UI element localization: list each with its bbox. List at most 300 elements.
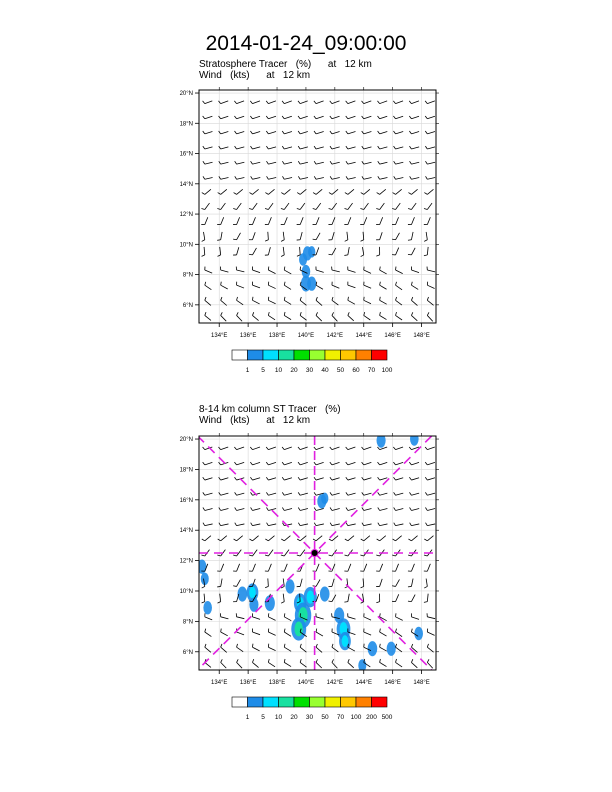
wind-barb [252,550,257,556]
wind-barb [237,189,243,194]
wind-barb-flag [297,539,300,541]
wind-barb-flag [251,523,253,526]
wind-barb-flag [424,586,427,588]
wind-barb-flag [249,193,252,195]
wind-barb-flag [346,523,348,526]
wind-barb-flag [361,539,364,541]
wind-barb [380,462,388,465]
wind-barb [332,509,340,511]
wind-barb-flag [425,101,427,104]
wind-barb [332,564,335,571]
wind-barb [396,217,399,224]
wind-barb [284,189,290,194]
wind-barb-flag [330,131,332,134]
y-tick-label: 6°N [182,302,193,309]
wind-barb-flag [265,240,268,241]
wind-barb-flag [378,131,380,134]
wind-barb [411,315,417,320]
wind-barb [268,101,276,104]
wind-barb-flag [249,254,252,255]
colorbar-label: 500 [381,714,393,721]
wind-barb-flag [332,297,333,300]
wind-barb [205,86,212,89]
wind-barb-flag [346,116,348,119]
wind-barb-flag [425,508,427,511]
wind-barb-flag [205,312,206,315]
x-tick-label: 140°E [297,680,315,686]
wind-barb [427,662,432,668]
wind-barb [316,432,323,435]
wind-barb-flag [235,131,237,134]
wind-barb [332,579,334,587]
wind-barb-flag [424,555,427,556]
wind-barb [252,203,257,209]
wind-barb-flag [237,312,239,315]
wind-barb [300,232,302,240]
wind-barb-flag [396,312,397,315]
y-tick-label: 16°N [179,497,193,504]
wind-barb-flag [346,176,348,179]
wind-barb [426,232,427,240]
wind-barb [221,132,229,134]
wind-barb [427,285,434,288]
wind-barb [348,594,349,602]
wind-barb-flag [314,101,316,104]
wind-barb-flag [201,555,204,556]
wind-barb-flag [250,492,252,495]
wind-barb [364,101,372,104]
wind-barb [348,147,356,149]
wind-barb [380,203,385,209]
colorbar-box [248,697,264,707]
wind-barb-flag [348,659,349,662]
wind-barb [332,300,338,305]
wind-barb [427,617,435,619]
wind-barb [252,101,260,104]
wind-barb [316,270,324,272]
tracer-patch-core [295,622,303,637]
wind-barb-flag [409,447,411,450]
wind-barb [237,617,245,619]
wind-barb-flag [298,462,300,465]
y-tick-label: 16°N [179,151,193,158]
wind-barb [380,86,387,89]
wind-barb [396,315,403,320]
wind-barb-flag [235,523,237,526]
wind-barb [205,632,212,637]
wind-barb-flag [284,297,285,300]
wind-barb-flag [362,131,364,134]
wind-barb-flag [233,208,236,209]
wind-barb-flag [250,462,252,465]
wind-barb [348,462,356,465]
colorbar-box [279,697,295,707]
wind-barb [252,632,260,635]
y-tick-label: 8°N [182,619,193,626]
x-tick-label: 142°E [326,333,344,339]
wind-barb [332,524,340,526]
center-marker [311,550,318,557]
wind-barb [237,632,244,635]
wind-barb-flag [425,492,427,495]
wind-barb-flag [393,86,395,89]
wind-barb [316,101,324,104]
colorbar-label: 10 [274,714,283,721]
wind-barb [332,116,340,119]
wind-barb-flag [205,629,206,632]
wind-barb-flag [346,462,348,465]
wind-barb-flag [250,477,252,480]
wind-barb-flag [396,282,397,285]
wind-barb [380,524,388,526]
y-tick-label: 10°N [179,588,193,595]
wind-barb [316,247,319,255]
wind-barb-flag [329,601,332,602]
wind-barb-flag [348,297,349,300]
wind-barb-flag [221,297,222,300]
wind-barb [364,447,372,450]
wind-barb-flag [268,312,269,315]
wind-barb-flag [237,297,238,300]
y-tick-label: 14°N [179,528,193,535]
wind-barb-flag [377,193,380,195]
wind-barb [348,564,351,571]
wind-barb [221,524,229,526]
wind-barb [332,147,340,149]
wind-barb-flag [297,255,300,256]
wind-barb [300,536,306,541]
wind-barb-flag [408,539,411,541]
wind-barb [348,432,355,435]
wind-barb [396,594,399,601]
wind-barb [316,132,324,134]
wind-barb [221,315,227,321]
wind-barb-flag [330,523,332,526]
wind-barb-flag [282,86,284,89]
wind-barb [348,270,356,272]
wind-barb-flag [203,116,205,119]
wind-barb-flag [314,176,316,179]
wind-barb [332,270,340,272]
wind-barb-flag [427,297,428,300]
wind-barb [205,315,211,320]
wind-barb [252,478,260,480]
colorbar-label: 1 [245,367,250,374]
wind-barb-flag [329,539,332,541]
wind-barb-flag [284,267,285,270]
y-tick-label: 6°N [182,649,193,656]
wind-barb [284,116,292,119]
wind-barb [396,662,403,667]
wind-barb-flag [314,161,316,164]
x-tick-label: 148°E [413,680,430,686]
wind-barb [252,564,255,571]
wind-barb [252,509,260,511]
tracer-patch [320,586,330,601]
wind-barb [284,203,289,209]
wind-barb [237,285,244,288]
wind-barb-flag [393,101,395,104]
wind-barb [411,132,419,134]
wind-barb [316,315,322,321]
wind-barb-flag [360,208,363,209]
wind-barb-flag [378,161,380,164]
wind-barb [411,248,415,255]
wind-barb-flag [346,508,348,511]
y-tick-label: 20°N [179,91,193,98]
colorbar-box [310,697,326,707]
wind-barb [332,132,340,134]
wind-barb [396,536,402,541]
wind-barb [268,524,276,526]
wind-barb [284,647,291,651]
wind-barb-flag [203,161,205,164]
wind-barb-flag [393,462,395,465]
colorbar-label: 70 [336,714,345,721]
wind-barb-flag [330,477,332,480]
wind-barb [237,564,240,571]
wind-barb [380,662,387,666]
wind-barb [380,217,383,224]
wind-barb-flag [284,282,285,285]
wind-barb [364,509,372,511]
wind-barb [300,462,308,465]
wind-barb-flag [282,116,284,119]
wind-barb-flag [267,176,269,179]
wind-barb-flag [380,613,381,616]
wind-barb-flag [266,131,268,134]
wind-barb [252,116,260,119]
wind-barb [380,647,387,651]
wind-barb-flag [203,462,205,465]
y-tick-label: 20°N [179,437,193,444]
wind-barb [411,536,417,541]
wind-barb [284,662,291,666]
wind-barb [411,662,417,667]
wind-barb [300,189,306,194]
wind-barb-flag [378,462,380,465]
wind-barb [284,132,292,134]
colorbar-label: 50 [336,367,345,374]
wind-barb [284,617,291,621]
wind-barb-flag [410,508,412,511]
wind-barb [396,579,400,586]
wind-barb-flag [329,254,332,255]
wind-barb-flag [376,602,379,603]
wind-barb-flag [217,208,220,209]
wind-barb-flag [330,447,332,450]
wind-barb [221,509,229,511]
wind-barb [268,178,276,180]
wind-barb [221,617,229,619]
wind-barb-flag [427,644,428,647]
wind-barb [396,189,402,194]
wind-barb-flag [314,432,316,435]
wind-barb-flag [396,644,397,647]
wind-barb [205,509,213,511]
wind-barb-flag [268,659,269,662]
wind-barb-flag [219,116,221,119]
wind-barb [427,101,435,104]
wind-barb [396,132,404,134]
wind-barb [380,132,388,134]
wind-barb [348,447,356,450]
wind-barb [427,217,430,224]
wind-barb-flag [427,312,429,315]
wind-barb [411,232,413,240]
wind-barb [396,447,404,450]
tracer-patch [414,627,423,640]
wind-barb-flag [425,447,427,450]
wind-barb [348,86,355,89]
wind-barb-flag [250,101,252,104]
wind-barb [316,116,324,119]
wind-barb [348,315,354,320]
wind-barb [300,203,305,209]
wind-barb [237,493,245,495]
wind-barb-flag [409,131,411,134]
wind-barb-flag [233,239,236,240]
wind-barb-flag [380,629,381,632]
wind-barb [411,617,419,620]
wind-barb [221,178,229,180]
wind-barb [427,86,434,89]
tracer-patch [308,246,315,257]
wind-barb-flag [361,193,364,195]
wind-barb-flag [267,523,269,526]
colorbar-label: 20 [290,367,298,374]
wind-barb-flag [380,659,381,662]
wind-barb-flag [314,146,316,149]
wind-barb [380,162,388,164]
wind-barb-flag [346,447,348,450]
wind-barb-flag [202,586,205,588]
wind-barb [364,162,372,164]
wind-barb [348,300,355,304]
wind-barb [332,447,340,450]
wind-barb-flag [346,146,348,149]
wind-barb-flag [345,555,348,556]
wind-barb-flag [362,462,364,465]
wind-barb-flag [330,176,332,179]
y-tick-label: 14°N [179,181,193,188]
wind-barb-flag [234,447,236,450]
panel2-title: 8-14 km column ST Tracer (%) [199,404,341,415]
wind-barb [364,617,371,620]
y-tick-label: 8°N [182,272,193,279]
wind-barb-flag [393,447,395,450]
wind-barb-flag [298,432,300,435]
wind-barb [427,300,433,305]
wind-barb [252,217,255,224]
wind-barb [380,478,388,480]
colorbar-box [356,350,372,360]
wind-barb-flag [266,161,268,164]
wind-barb-flag [393,432,395,435]
wind-barb-flag [203,86,205,89]
wind-barb [300,509,308,511]
wind-barb [396,647,402,652]
wind-barb-flag [345,539,348,541]
wind-barb [268,147,276,149]
wind-barb [396,116,404,119]
wind-barb [364,300,371,303]
wind-barb [252,270,260,273]
wind-barb [252,162,260,164]
wind-barb [380,101,388,104]
wind-barb-flag [377,539,380,541]
wind-barb-flag [217,555,220,556]
wind-barb-flag [249,208,252,209]
x-tick-label: 136°E [239,333,257,339]
wind-barb-flag [203,447,205,450]
wind-barb-flag [316,629,317,632]
wind-barb [237,217,240,224]
wind-barb [205,462,213,465]
wind-barb-flag [234,86,236,89]
wind-barb [268,247,270,255]
wind-barb [252,617,260,620]
wind-barb-flag [235,508,237,511]
wind-barb-flag [235,161,237,164]
tracer-patch [299,253,307,266]
x-tick-label: 138°E [268,680,286,686]
wind-barb [268,116,276,119]
x-tick-label: 146°E [384,680,401,686]
wind-barb [268,632,275,635]
wind-barb [348,101,356,104]
wind-barb [411,162,419,164]
wind-barb [348,116,356,119]
wind-barb-flag [361,255,364,257]
wind-barb-flag [282,432,284,435]
wind-barb [237,315,243,321]
wind-barb-flag [282,161,284,164]
wind-barb [268,432,275,435]
wind-barb-flag [409,492,411,495]
wind-barb [283,232,284,240]
wind-barb [205,536,211,541]
wind-barb [205,524,213,526]
x-tick-label: 134°E [211,680,228,686]
wind-barb [427,132,435,134]
wind-barb-flag [361,240,364,241]
y-tick-label: 18°N [179,467,193,474]
wind-barb-flag [314,508,316,511]
wind-barb [284,493,292,495]
wind-barb [252,662,258,667]
wind-barb [237,579,241,586]
wind-barb [364,432,371,435]
wind-barb [316,536,322,541]
tracer-patch [285,579,294,593]
wind-barb-flag [410,161,412,164]
wind-barb [396,509,404,511]
wind-barb [396,300,402,305]
colorbar-box [294,697,310,707]
wind-barb [220,594,221,602]
wind-barb-flag [266,492,268,495]
wind-barb [300,147,308,149]
wind-barb [221,270,229,272]
colorbar-label: 20 [290,714,298,721]
wind-barb-flag [250,146,252,149]
wind-barb-flag [282,176,284,179]
wind-barb [300,647,306,652]
wind-barb-flag [234,539,237,541]
wind-barb [284,432,291,435]
wind-barb-flag [376,255,379,256]
